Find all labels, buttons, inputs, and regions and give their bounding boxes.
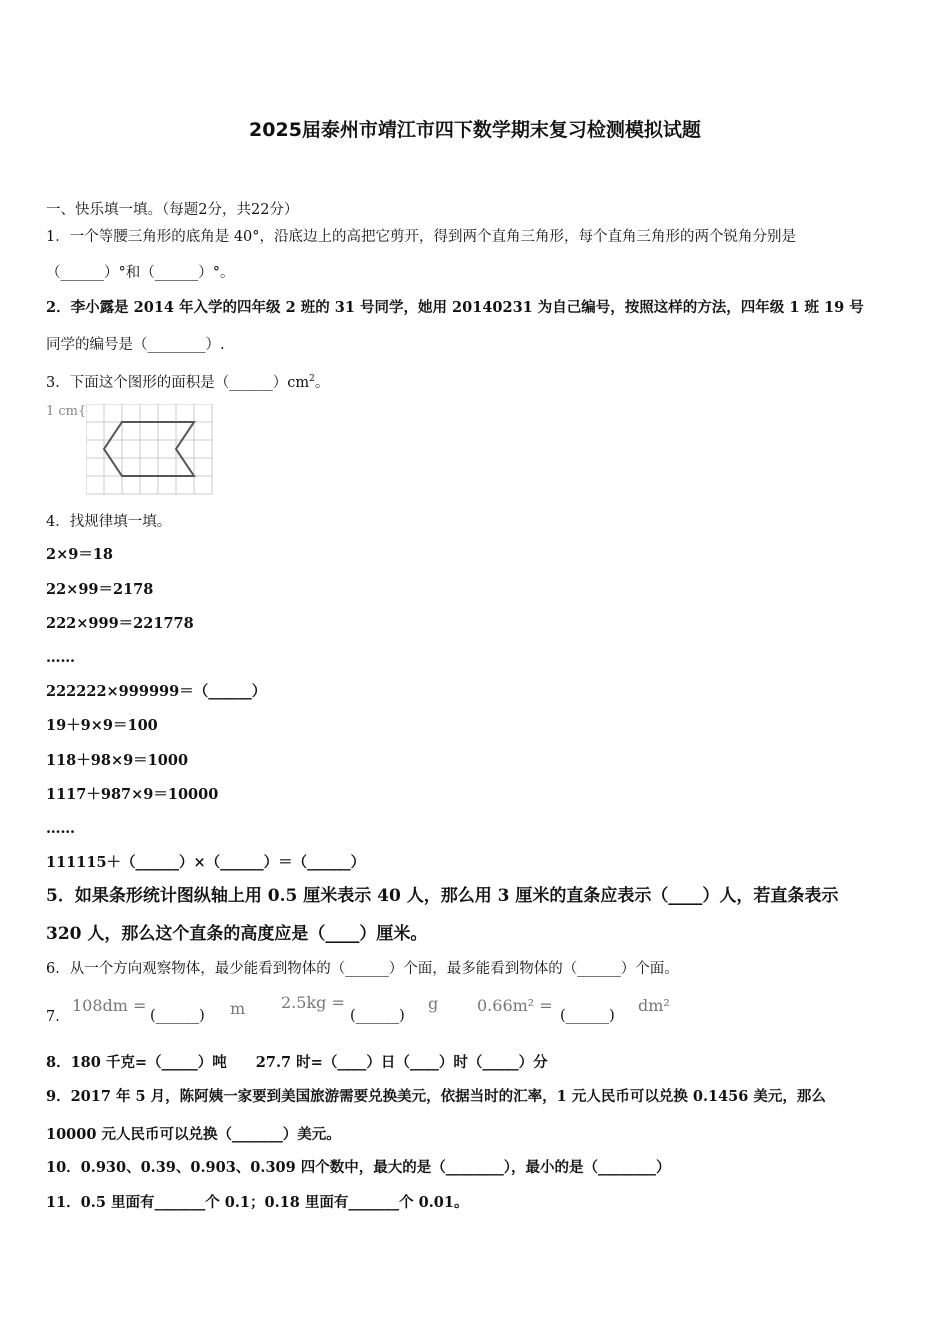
q7-unit: g (428, 994, 439, 1013)
q9-line2: 10000 元人民币可以兑换（_______）美元。 (46, 1126, 341, 1143)
q7-blank: (______) (150, 1008, 205, 1024)
q4-line: 1117＋987×9＝10000 (46, 786, 219, 803)
q3-main: 3．下面这个图形的面积是（______）cm (46, 374, 310, 391)
q3-text (46, 369, 329, 393)
q3-sup: 2 (309, 374, 315, 384)
q6-text: 6．从一个方向观察物体，最少能看到物体的（______）个面，最多能看到物体的（______）个面。 (46, 961, 679, 977)
q7-expr: 2.5kg = (281, 993, 345, 1012)
q4-line: 222×999＝221778 (46, 615, 194, 632)
q4-line: 118＋98×9＝1000 (46, 752, 189, 769)
q8-text: 8．180 千克=（_____）吨 27.7 时=（____）日（____）时（_____）分 (46, 1054, 548, 1071)
q7-unit: m (230, 999, 246, 1018)
pentagon-shape (104, 422, 194, 476)
q10-text: 10．0.930、0.39、0.903、0.309 四个数中，最大的是（________），最小的是（________） (46, 1159, 671, 1176)
q5-line2: 320 人，那么这个直条的高度应是（____）厘米。 (46, 924, 428, 944)
q2-line2: 同学的编号是（________）. (46, 337, 225, 353)
q7-expr: 108dm = (72, 996, 147, 1015)
q7-expr: 0.66m² = (477, 996, 553, 1015)
q1-line2: （______）°和（______）°。 (46, 265, 235, 281)
q3-end: 。 (314, 374, 330, 391)
q7-blank: (______) (560, 1008, 615, 1024)
section-heading: 一、快乐填一填。（每题2分，共22分） (46, 202, 299, 218)
q5-line1: 5．如果条形统计图纵轴上用 0.5 厘米表示 40 人，那么用 3 厘米的直条应表示（____）人，若直条表示 (46, 886, 839, 906)
grid-scale-label: 1 cm{ (46, 404, 87, 419)
q11-text: 11．0.5 里面有_______个 0.1；0.18 里面有_______个 0.01。 (46, 1194, 469, 1211)
q2-line1: 2．李小露是 2014 年入学的四年级 2 班的 31 号同学，她用 20140231 为自己编号，按照这样的方法，四年级 1 班 19 号 (46, 299, 864, 316)
q7-blank: (______) (350, 1008, 405, 1024)
q4-line: 222222×999999＝（______） (46, 683, 267, 700)
page-title: 2025届泰州市靖江市四下数学期末复习检测模拟试题 (249, 119, 701, 141)
q4-line: 19＋9×9＝100 (46, 717, 158, 734)
grid-figure (86, 404, 216, 496)
q4-line: 111115＋（______）×（______）＝（______） (46, 854, 366, 871)
q4-heading: 4．找规律填一填。 (46, 514, 172, 530)
q9-line1: 9．2017 年 5 月，陈阿姨一家要到美国旅游需要兑换美元，依据当时的汇率，1 元人民币可以兑换 0.1456 美元，那么 (46, 1088, 826, 1105)
q4-line: …… (46, 649, 75, 666)
q4-line: …… (46, 820, 75, 837)
q4-line: 22×99＝2178 (46, 581, 154, 598)
q7-number: 7． (46, 1009, 70, 1025)
q7-unit: dm² (638, 996, 670, 1015)
q1-line1: 1．一个等腰三角形的底角是 40°，沿底边上的高把它剪开，得到两个直角三角形，每个直角三角形的两个锐角分别是 (46, 229, 797, 245)
q4-line: 2×9＝18 (46, 546, 114, 563)
